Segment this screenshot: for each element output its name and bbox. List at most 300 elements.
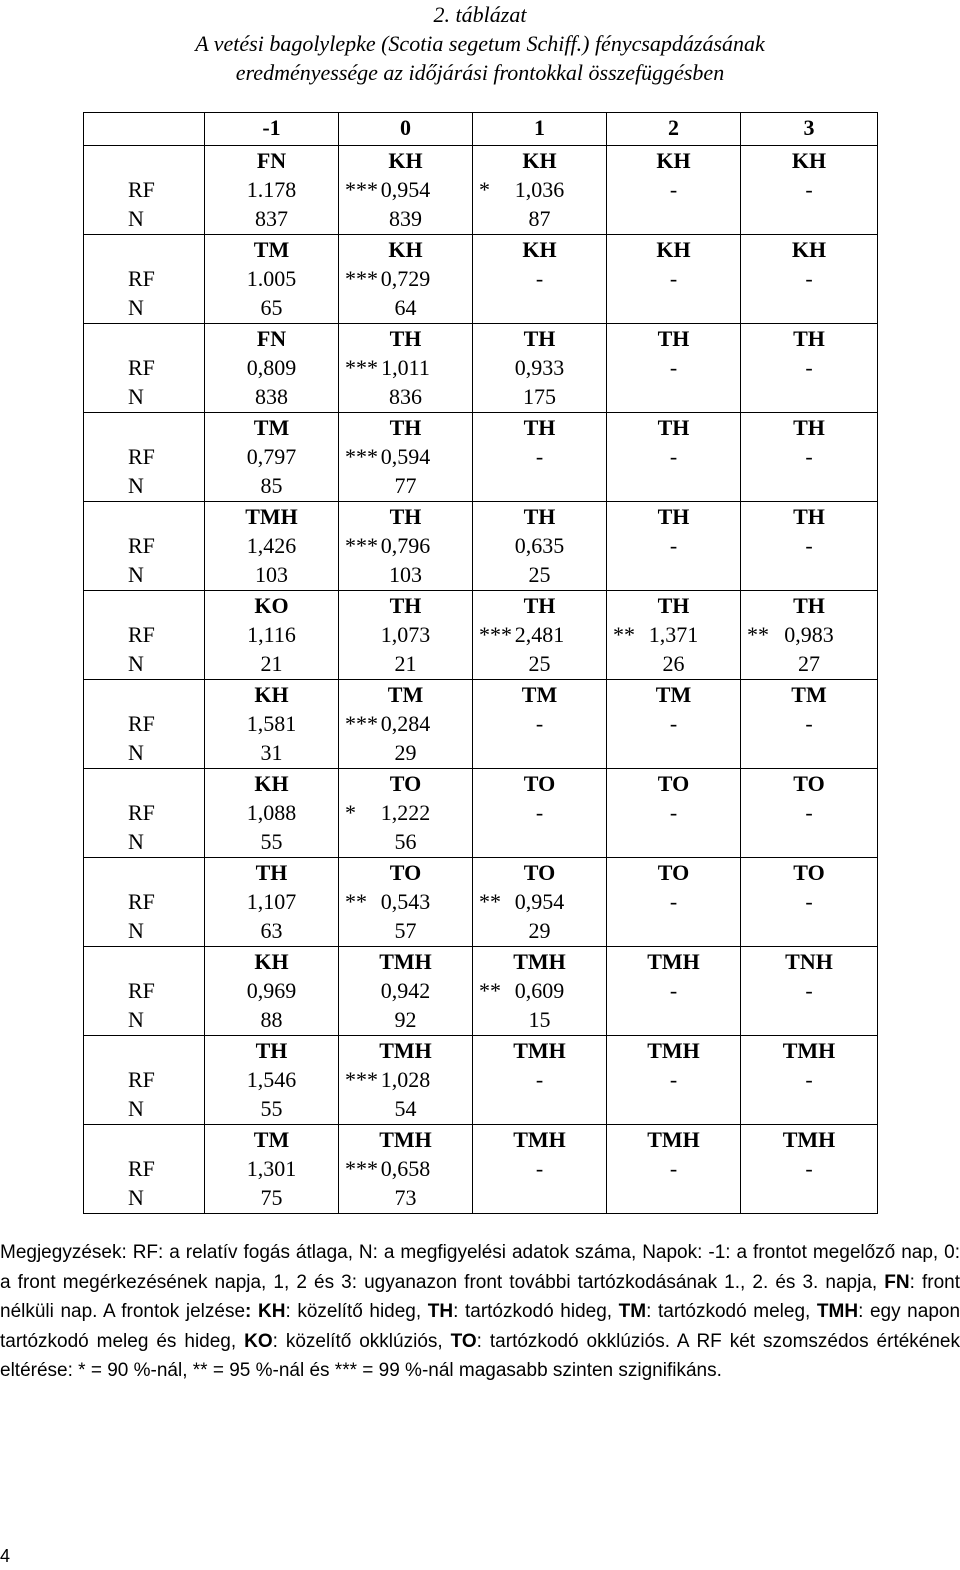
table-cell: [741, 1036, 878, 1125]
n-value: 26: [662, 651, 685, 676]
table-row: [84, 680, 878, 769]
table-cell: [339, 591, 473, 680]
table-cell: [607, 858, 741, 947]
front-type: TH: [389, 326, 422, 351]
front-type: TM: [253, 415, 290, 440]
table-cell: [741, 146, 878, 235]
significance-mark: ***: [345, 1156, 378, 1181]
table-cell: [741, 1125, 878, 1214]
row-label-rf: RF: [128, 355, 155, 380]
n-value: 88: [260, 1007, 283, 1032]
n-value: 25: [528, 562, 551, 587]
n-value: [607, 293, 740, 322]
table-caption: [0, 0, 960, 87]
rf-value: 1,088: [246, 800, 297, 825]
rf-value: 1,546: [246, 1067, 297, 1092]
rf-value: -: [669, 355, 678, 380]
rf-value: 1,011: [381, 355, 430, 380]
rf-value: -: [669, 1067, 678, 1092]
significance-mark: **: [479, 978, 501, 1003]
row-label: [84, 858, 205, 947]
row-label: [84, 502, 205, 591]
table-row: [84, 1036, 878, 1125]
front-type: KH: [254, 949, 289, 974]
table-row: [84, 146, 878, 235]
n-value: 57: [394, 918, 417, 943]
table-cell: [473, 947, 607, 1036]
table-row: [84, 769, 878, 858]
table-cell: [607, 591, 741, 680]
n-value: 837: [255, 206, 288, 231]
n-value: [741, 1183, 877, 1212]
data-table: [83, 112, 878, 1214]
n-value: [607, 738, 740, 767]
table-cell: [607, 235, 741, 324]
table-cell: [473, 680, 607, 769]
table-cell: [205, 858, 339, 947]
table-cell: [205, 413, 339, 502]
n-value: [741, 382, 877, 411]
n-value: [741, 560, 877, 589]
n-value: 839: [389, 206, 422, 231]
row-label-rf: RF: [128, 622, 155, 647]
rf-value: 1,581: [246, 711, 297, 736]
table-row: [84, 324, 878, 413]
rf-value: 1,036: [514, 177, 565, 202]
rf-value: -: [805, 533, 813, 558]
table-cell: [205, 235, 339, 324]
front-type: TO: [523, 860, 556, 885]
n-value: [607, 560, 740, 589]
rf-value: -: [535, 444, 544, 469]
table-row: [84, 591, 878, 680]
front-type: KH: [656, 148, 691, 173]
rf-value: 1,301: [246, 1156, 297, 1181]
front-type: TH: [657, 326, 690, 351]
table-cell: [607, 502, 741, 591]
n-value: [741, 1094, 877, 1123]
rf-value: 1,073: [380, 622, 431, 647]
notes-text: : tartózkodó hideg,: [453, 1301, 619, 1322]
n-value: 54: [394, 1096, 417, 1121]
front-type: TMH: [647, 1127, 700, 1152]
front-type: KH: [254, 771, 289, 796]
table-row: [84, 947, 878, 1036]
table-cell: [741, 502, 878, 591]
rf-value: -: [669, 444, 678, 469]
notes-text: : tartózkodó okklúziós. A RF két szomszédos értékének eltérése: * = 90 %-nál, ** = 95 %-nál és *** = 99 %-nál magasabb szinten szignifikáns.: [0, 1330, 960, 1381]
rf-value: 1,107: [246, 889, 297, 914]
rf-value: 0,594: [380, 444, 431, 469]
n-value: [607, 827, 740, 856]
rf-value: 0,983: [784, 622, 834, 647]
table-row: [84, 413, 878, 502]
front-type: TMH: [647, 949, 700, 974]
n-value: 75: [260, 1185, 283, 1210]
front-type: TH: [255, 860, 288, 885]
rf-value: 2,481: [514, 622, 565, 647]
front-type: KH: [254, 682, 289, 707]
row-label: [84, 324, 205, 413]
rf-value: 0,609: [514, 978, 565, 1003]
n-value: 92: [394, 1007, 417, 1032]
front-type: TO: [657, 771, 690, 796]
n-value: [741, 293, 877, 322]
caption-line-3: eredményessége az időjárási frontokkal összefüggésben: [235, 60, 725, 85]
front-type: TO: [389, 860, 422, 885]
n-value: 73: [394, 1185, 417, 1210]
row-label-n: N: [128, 1007, 144, 1032]
table-cell: [607, 1036, 741, 1125]
n-value: 21: [394, 651, 417, 676]
rf-value: -: [805, 444, 813, 469]
n-value: 21: [260, 651, 283, 676]
n-value: [741, 738, 877, 767]
front-type: TO: [793, 860, 825, 885]
n-value: 27: [798, 651, 820, 676]
row-label-rf: RF: [128, 889, 155, 914]
notes-paragraph: [0, 1238, 960, 1386]
rf-value: 1,116: [247, 622, 296, 647]
row-label: [84, 1036, 205, 1125]
table-cell: [473, 235, 607, 324]
front-type: TM: [387, 682, 424, 707]
n-value: [473, 827, 606, 856]
n-value: [741, 827, 877, 856]
significance-mark: ***: [345, 355, 378, 380]
table-cell: [339, 1036, 473, 1125]
table-cell: [205, 947, 339, 1036]
rf-value: 0,809: [246, 355, 297, 380]
front-type: TH: [657, 415, 690, 440]
table-cell: [607, 146, 741, 235]
table-cell: [473, 591, 607, 680]
n-value: [473, 293, 606, 322]
rf-value: -: [805, 266, 813, 291]
n-value: 31: [260, 740, 283, 765]
front-type: TMH: [379, 949, 432, 974]
header-row: [84, 113, 878, 146]
table-cell: [741, 858, 878, 947]
n-value: 29: [394, 740, 417, 765]
row-label-n: N: [128, 740, 144, 765]
n-value: [741, 1005, 877, 1034]
front-type: KH: [656, 237, 691, 262]
rf-value: -: [805, 1156, 813, 1181]
table-cell: [205, 591, 339, 680]
significance-mark: **: [613, 622, 635, 647]
table-cell: [473, 1036, 607, 1125]
table-cell: [339, 324, 473, 413]
table-cell: [339, 858, 473, 947]
table-cell: [339, 502, 473, 591]
front-type: KO: [254, 593, 289, 618]
notes-abbr-tmh: TMH: [816, 1301, 859, 1322]
row-label: [84, 769, 205, 858]
rf-value: -: [669, 177, 678, 202]
row-label: [84, 413, 205, 502]
row-label-rf: RF: [128, 1156, 155, 1181]
significance-mark: **: [345, 889, 367, 914]
n-value: [741, 204, 877, 233]
n-value: 15: [528, 1007, 551, 1032]
front-type: TMH: [647, 1038, 700, 1063]
rf-value: -: [669, 1156, 678, 1181]
row-label-n: N: [128, 1096, 144, 1121]
n-value: [473, 1094, 606, 1123]
rf-value: 1.178: [246, 177, 297, 202]
n-value: 64: [394, 295, 417, 320]
row-label: [84, 235, 205, 324]
n-value: 29: [528, 918, 551, 943]
rf-value: -: [535, 1067, 544, 1092]
row-label-rf: RF: [128, 444, 155, 469]
n-value: [741, 916, 877, 945]
front-type: KH: [522, 148, 557, 173]
rf-value: 0,954: [380, 177, 431, 202]
row-label: [84, 1125, 205, 1214]
table-row: [84, 235, 878, 324]
significance-mark: ***: [345, 533, 378, 558]
table-cell: [205, 1036, 339, 1125]
row-label-n: N: [128, 206, 144, 231]
header-day-2: 2: [607, 113, 741, 146]
row-label-rf: RF: [128, 1067, 155, 1092]
row-label-n: N: [128, 562, 144, 587]
significance-mark: *: [479, 177, 490, 202]
n-value: 85: [260, 473, 283, 498]
n-value: 63: [260, 918, 283, 943]
table-cell: [473, 858, 607, 947]
rf-value: 1,028: [380, 1067, 431, 1092]
n-value: [607, 1094, 740, 1123]
header-day-3: 3: [741, 113, 878, 146]
rf-value: -: [805, 177, 813, 202]
page-number: 4: [0, 1546, 11, 1566]
front-type: TMH: [379, 1038, 432, 1063]
rf-value: -: [669, 711, 678, 736]
notes-text: Megjegyzések: RF: a relatív fogás átlaga, N: a megfigyelési adatok száma, Napok: -1: a frontot megelőző nap, 0: a front megérkezésének napja, 1, 2 és 3: ugyanazon front további tartózkodásának 1., 2. és 3. napja,: [0, 1242, 960, 1293]
table-cell: [205, 769, 339, 858]
rf-value: -: [805, 711, 813, 736]
table-row: [84, 858, 878, 947]
table-cell: [473, 1125, 607, 1214]
row-label-rf: RF: [128, 533, 155, 558]
front-type: FN: [256, 148, 287, 173]
table-cell: [473, 324, 607, 413]
notes-abbr-to: TO: [450, 1330, 477, 1352]
rf-value: 0,284: [380, 711, 431, 736]
table-cell: [473, 413, 607, 502]
front-type: TO: [793, 771, 825, 796]
n-value: [607, 382, 740, 411]
rf-value: 1,371: [648, 622, 699, 647]
front-type: TNH: [785, 949, 833, 974]
notes-abbr-th: TH: [427, 1301, 454, 1322]
n-value: [473, 471, 606, 500]
rf-value: -: [535, 800, 544, 825]
table-cell: [339, 413, 473, 502]
front-type: KH: [522, 237, 557, 262]
rf-value: -: [669, 978, 678, 1003]
rf-value: -: [805, 889, 813, 914]
notes-abbr-tm: TM: [618, 1301, 647, 1322]
row-label: [84, 680, 205, 769]
n-value: 77: [394, 473, 417, 498]
rf-value: -: [669, 533, 678, 558]
row-label-n: N: [128, 384, 144, 409]
row-label-n: N: [128, 473, 144, 498]
table-cell: [473, 769, 607, 858]
front-type: TH: [657, 504, 690, 529]
table-cell: [473, 146, 607, 235]
table-cell: [205, 324, 339, 413]
front-type: TM: [253, 1127, 290, 1152]
table-cell: [741, 235, 878, 324]
significance-mark: ***: [345, 266, 378, 291]
rf-value: 0,796: [380, 533, 431, 558]
front-type: TMH: [782, 1127, 836, 1152]
row-label-rf: RF: [128, 266, 155, 291]
n-value: 175: [523, 384, 556, 409]
rf-value: -: [805, 355, 813, 380]
table-cell: [339, 680, 473, 769]
table-cell: [205, 502, 339, 591]
front-type: TH: [523, 504, 556, 529]
table-cell: [339, 1125, 473, 1214]
front-type: TH: [389, 415, 422, 440]
table-cell: [741, 324, 878, 413]
n-value: 838: [255, 384, 288, 409]
n-value: [607, 204, 740, 233]
front-type: TMH: [782, 1038, 836, 1063]
row-label-rf: RF: [128, 978, 155, 1003]
table-cell: [607, 1125, 741, 1214]
rf-value: -: [669, 800, 678, 825]
front-type: KH: [388, 148, 423, 173]
table-cell: [473, 502, 607, 591]
table-row: [84, 502, 878, 591]
front-type: TM: [253, 237, 290, 262]
n-value: 56: [394, 829, 417, 854]
notes-abbr-kh: KH: [257, 1301, 286, 1322]
table-cell: [741, 680, 878, 769]
front-type: TH: [793, 326, 825, 351]
front-type: TM: [521, 682, 558, 707]
n-value: 65: [260, 295, 283, 320]
notes-colon: :: [245, 1301, 252, 1322]
front-type: TH: [389, 504, 422, 529]
significance-mark: ***: [345, 177, 378, 202]
rf-value: -: [535, 266, 544, 291]
rf-value: 0,635: [514, 533, 565, 558]
notes-abbr-fn: FN: [884, 1271, 910, 1293]
n-value: 103: [389, 562, 422, 587]
table-cell: [339, 146, 473, 235]
rf-value: -: [535, 711, 544, 736]
header-day-0: 0: [339, 113, 473, 146]
rf-value: 0,729: [380, 266, 431, 291]
front-type: KH: [791, 237, 827, 262]
front-type: FN: [256, 326, 287, 351]
front-type: TH: [523, 326, 556, 351]
notes-text: : front nélküli nap. A frontok jelzése: [0, 1271, 960, 1322]
front-type: KH: [791, 148, 827, 173]
significance-mark: ***: [345, 444, 378, 469]
row-label: [84, 591, 205, 680]
table-cell: [205, 146, 339, 235]
table-cell: [607, 769, 741, 858]
rf-value: 1,222: [380, 800, 431, 825]
significance-mark: ***: [345, 1067, 378, 1092]
n-value: 836: [389, 384, 422, 409]
caption-line-2: A vetési bagolylepke (Scotia segetum Schiff.) fénycsapdázásának: [195, 31, 765, 56]
rf-value: -: [535, 1156, 544, 1181]
table-cell: [741, 769, 878, 858]
front-type: TM: [655, 682, 692, 707]
rf-value: 0,543: [380, 889, 431, 914]
front-type: TH: [389, 593, 422, 618]
rf-value: 0,942: [380, 978, 431, 1003]
n-value: 55: [260, 829, 283, 854]
front-type: TMH: [245, 504, 298, 529]
n-value: [607, 916, 740, 945]
front-type: TMH: [513, 1127, 566, 1152]
table-cell: [607, 324, 741, 413]
rf-value: -: [805, 1067, 813, 1092]
front-type: TH: [523, 415, 556, 440]
row-label-n: N: [128, 829, 144, 854]
row-label: [84, 947, 205, 1036]
table-row: [84, 1125, 878, 1214]
front-type: KH: [388, 237, 423, 262]
n-value: 25: [528, 651, 551, 676]
header-day-minus1: -1: [205, 113, 339, 146]
rf-value: 0,969: [246, 978, 297, 1003]
n-value: 55: [260, 1096, 283, 1121]
n-value: 87: [528, 206, 551, 231]
significance-mark: ***: [479, 622, 512, 647]
front-type: TO: [657, 860, 690, 885]
table-cell: [741, 591, 878, 680]
rf-value: 0,658: [380, 1156, 431, 1181]
table-cell: [205, 1125, 339, 1214]
notes-text: : közelítő hideg,: [285, 1301, 428, 1322]
table-cell: [607, 680, 741, 769]
significance-mark: **: [747, 622, 769, 647]
header-day-1: 1: [473, 113, 607, 146]
significance-mark: **: [479, 889, 501, 914]
rf-value: 1.005: [246, 266, 297, 291]
row-label: [84, 146, 205, 235]
rf-value: 0,797: [246, 444, 297, 469]
front-type: TO: [523, 771, 556, 796]
rf-value: -: [805, 978, 813, 1003]
table-cell: [339, 769, 473, 858]
table-cell: [607, 947, 741, 1036]
row-label-rf: RF: [128, 177, 155, 202]
front-type: TM: [791, 682, 827, 707]
notes-text: : egy napon tartózkodó meleg és hideg,: [0, 1301, 960, 1352]
front-type: TMH: [513, 949, 566, 974]
notes-abbr-ko: KO: [244, 1330, 273, 1352]
rf-value: -: [669, 889, 678, 914]
front-type: TH: [793, 593, 825, 618]
n-value: [607, 1183, 740, 1212]
n-value: [607, 1005, 740, 1034]
notes-text: : tartózkodó meleg,: [646, 1301, 817, 1322]
front-type: TH: [793, 415, 825, 440]
